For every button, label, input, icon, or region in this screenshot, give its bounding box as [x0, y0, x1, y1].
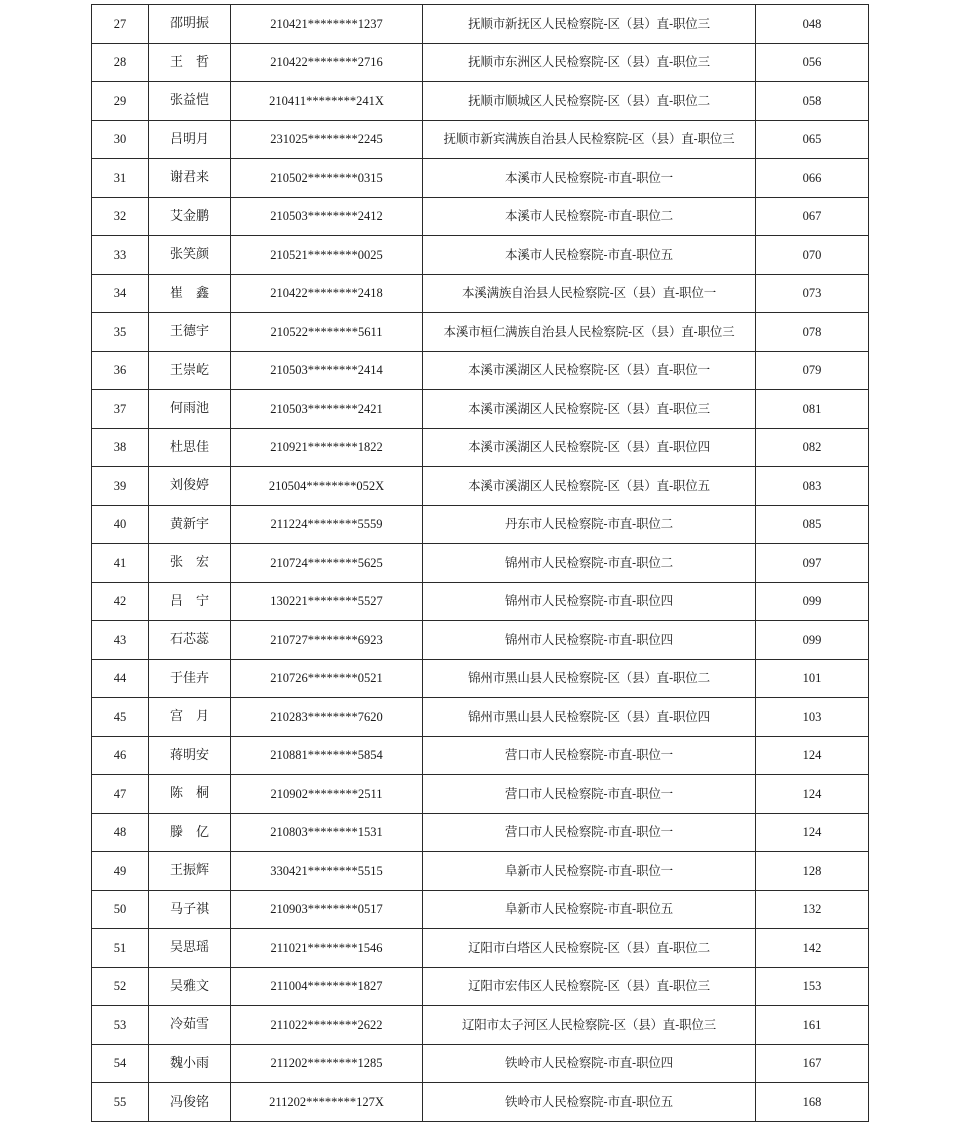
row-number-cell: 29 [92, 82, 149, 121]
name-cell: 宫 月 [149, 698, 231, 737]
table-row [92, 929, 869, 968]
id-number-cell: 210411********241X [231, 82, 423, 121]
position-code-cell: 099 [756, 582, 869, 621]
name-cell: 刘俊婷 [149, 467, 231, 506]
id-number-cell: 211004********1827 [231, 967, 423, 1006]
id-number-cell: 211022********2622 [231, 1006, 423, 1045]
name-cell: 艾金鹏 [149, 197, 231, 236]
name-cell: 石芯蕊 [149, 621, 231, 660]
position-code-cell: 132 [756, 890, 869, 929]
row-number-cell: 46 [92, 736, 149, 775]
id-number-cell: 210724********5625 [231, 544, 423, 583]
position-code-cell: 073 [756, 274, 869, 313]
position-code-cell: 048 [756, 5, 869, 44]
table-row [92, 120, 869, 159]
table-row [92, 82, 869, 121]
position-cell: 本溪市溪湖区人民检察院-区（县）直-职位一 [423, 351, 756, 390]
position-cell: 营口市人民检察院-市直-职位一 [423, 736, 756, 775]
id-number-cell: 210881********5854 [231, 736, 423, 775]
id-number-cell: 210726********0521 [231, 659, 423, 698]
id-number-cell: 211224********5559 [231, 505, 423, 544]
name-cell: 邵明振 [149, 5, 231, 44]
table-row [92, 236, 869, 275]
row-number-cell: 55 [92, 1083, 149, 1122]
table-row [92, 852, 869, 891]
name-cell: 王崇屹 [149, 351, 231, 390]
name-cell: 谢君来 [149, 159, 231, 198]
table-row [92, 313, 869, 352]
position-cell: 本溪市溪湖区人民检察院-区（县）直-职位三 [423, 390, 756, 429]
position-code-cell: 078 [756, 313, 869, 352]
position-code-cell: 079 [756, 351, 869, 390]
row-number-cell: 53 [92, 1006, 149, 1045]
position-cell: 营口市人民检察院-市直-职位一 [423, 813, 756, 852]
position-cell: 本溪市人民检察院-市直-职位一 [423, 159, 756, 198]
position-cell: 本溪市溪湖区人民检察院-区（县）直-职位五 [423, 467, 756, 506]
name-cell: 冯俊铭 [149, 1083, 231, 1122]
row-number-cell: 48 [92, 813, 149, 852]
row-number-cell: 45 [92, 698, 149, 737]
position-code-cell: 070 [756, 236, 869, 275]
id-number-cell: 210421********1237 [231, 5, 423, 44]
id-number-cell: 210902********2511 [231, 775, 423, 814]
table-row [92, 5, 869, 44]
row-number-cell: 54 [92, 1044, 149, 1083]
row-number-cell: 28 [92, 43, 149, 82]
name-cell: 吴雅文 [149, 967, 231, 1006]
row-number-cell: 40 [92, 505, 149, 544]
position-code-cell: 067 [756, 197, 869, 236]
position-cell: 抚顺市新宾满族自治县人民检察院-区（县）直-职位三 [423, 120, 756, 159]
table-row [92, 967, 869, 1006]
position-cell: 锦州市人民检察院-市直-职位四 [423, 621, 756, 660]
table-row [92, 390, 869, 429]
position-cell: 锦州市黑山县人民检察院-区（县）直-职位四 [423, 698, 756, 737]
row-number-cell: 32 [92, 197, 149, 236]
position-code-cell: 066 [756, 159, 869, 198]
position-cell: 锦州市人民检察院-市直-职位四 [423, 582, 756, 621]
table-row [92, 659, 869, 698]
row-number-cell: 43 [92, 621, 149, 660]
table-row [92, 505, 869, 544]
id-number-cell: 210522********5611 [231, 313, 423, 352]
table-row [92, 813, 869, 852]
id-number-cell: 210727********6923 [231, 621, 423, 660]
position-cell: 本溪市人民检察院-市直-职位五 [423, 236, 756, 275]
position-cell: 辽阳市宏伟区人民检察院-区（县）直-职位三 [423, 967, 756, 1006]
position-cell: 抚顺市顺城区人民检察院-区（县）直-职位二 [423, 82, 756, 121]
id-number-cell: 210503********2412 [231, 197, 423, 236]
row-number-cell: 27 [92, 5, 149, 44]
id-number-cell: 211202********127X [231, 1083, 423, 1122]
position-code-cell: 124 [756, 736, 869, 775]
name-cell: 王振辉 [149, 852, 231, 891]
name-cell: 杜思佳 [149, 428, 231, 467]
id-number-cell: 210502********0315 [231, 159, 423, 198]
row-number-cell: 52 [92, 967, 149, 1006]
name-cell: 马子祺 [149, 890, 231, 929]
table-row [92, 775, 869, 814]
name-cell: 魏小雨 [149, 1044, 231, 1083]
position-cell: 铁岭市人民检察院-市直-职位五 [423, 1083, 756, 1122]
position-cell: 本溪市桓仁满族自治县人民检察院-区（县）直-职位三 [423, 313, 756, 352]
position-cell: 抚顺市东洲区人民检察院-区（县）直-职位三 [423, 43, 756, 82]
name-cell: 冷茹雪 [149, 1006, 231, 1045]
position-cell: 抚顺市新抚区人民检察院-区（县）直-职位三 [423, 5, 756, 44]
id-number-cell: 210903********0517 [231, 890, 423, 929]
id-number-cell: 231025********2245 [231, 120, 423, 159]
id-number-cell: 210921********1822 [231, 428, 423, 467]
name-cell: 吕 宁 [149, 582, 231, 621]
position-cell: 丹东市人民检察院-市直-职位二 [423, 505, 756, 544]
position-code-cell: 168 [756, 1083, 869, 1122]
id-number-cell: 210503********2421 [231, 390, 423, 429]
table-row [92, 1083, 869, 1122]
name-cell: 张 宏 [149, 544, 231, 583]
position-cell: 锦州市人民检察院-市直-职位二 [423, 544, 756, 583]
name-cell: 崔 鑫 [149, 274, 231, 313]
position-cell: 本溪市人民检察院-市直-职位二 [423, 197, 756, 236]
position-code-cell: 065 [756, 120, 869, 159]
table-row [92, 428, 869, 467]
id-number-cell: 211021********1546 [231, 929, 423, 968]
id-number-cell: 210422********2716 [231, 43, 423, 82]
position-code-cell: 101 [756, 659, 869, 698]
table-row [92, 43, 869, 82]
table-row [92, 159, 869, 198]
table-row [92, 582, 869, 621]
name-cell: 何雨池 [149, 390, 231, 429]
position-code-cell: 081 [756, 390, 869, 429]
id-number-cell: 210283********7620 [231, 698, 423, 737]
table-row [92, 274, 869, 313]
row-number-cell: 47 [92, 775, 149, 814]
position-code-cell: 128 [756, 852, 869, 891]
position-code-cell: 097 [756, 544, 869, 583]
table-row [92, 890, 869, 929]
position-code-cell: 099 [756, 621, 869, 660]
position-code-cell: 153 [756, 967, 869, 1006]
name-cell: 陈 桐 [149, 775, 231, 814]
row-number-cell: 30 [92, 120, 149, 159]
roster-table-body [92, 5, 869, 1122]
position-code-cell: 103 [756, 698, 869, 737]
row-number-cell: 39 [92, 467, 149, 506]
table-row [92, 197, 869, 236]
row-number-cell: 42 [92, 582, 149, 621]
roster-table [91, 4, 869, 1122]
position-cell: 辽阳市白塔区人民检察院-区（县）直-职位二 [423, 929, 756, 968]
position-cell: 本溪市溪湖区人民检察院-区（县）直-职位四 [423, 428, 756, 467]
position-code-cell: 085 [756, 505, 869, 544]
table-row [92, 1044, 869, 1083]
name-cell: 张益恺 [149, 82, 231, 121]
table-row [92, 351, 869, 390]
row-number-cell: 36 [92, 351, 149, 390]
position-code-cell: 124 [756, 813, 869, 852]
name-cell: 黄新宇 [149, 505, 231, 544]
id-number-cell: 210422********2418 [231, 274, 423, 313]
position-cell: 阜新市人民检察院-市直-职位一 [423, 852, 756, 891]
table-row [92, 467, 869, 506]
row-number-cell: 33 [92, 236, 149, 275]
table-row [92, 544, 869, 583]
position-code-cell: 161 [756, 1006, 869, 1045]
name-cell: 张笑颜 [149, 236, 231, 275]
row-number-cell: 51 [92, 929, 149, 968]
table-row [92, 621, 869, 660]
id-number-cell: 210803********1531 [231, 813, 423, 852]
row-number-cell: 38 [92, 428, 149, 467]
name-cell: 于佳卉 [149, 659, 231, 698]
position-code-cell: 167 [756, 1044, 869, 1083]
position-code-cell: 058 [756, 82, 869, 121]
id-number-cell: 210521********0025 [231, 236, 423, 275]
id-number-cell: 210504********052X [231, 467, 423, 506]
name-cell: 滕 亿 [149, 813, 231, 852]
row-number-cell: 44 [92, 659, 149, 698]
position-cell: 本溪满族自治县人民检察院-区（县）直-职位一 [423, 274, 756, 313]
row-number-cell: 34 [92, 274, 149, 313]
name-cell: 王 哲 [149, 43, 231, 82]
table-row [92, 698, 869, 737]
name-cell: 吕明月 [149, 120, 231, 159]
position-code-cell: 056 [756, 43, 869, 82]
id-number-cell: 330421********5515 [231, 852, 423, 891]
row-number-cell: 49 [92, 852, 149, 891]
name-cell: 蒋明安 [149, 736, 231, 775]
id-number-cell: 130221********5527 [231, 582, 423, 621]
position-code-cell: 083 [756, 467, 869, 506]
row-number-cell: 31 [92, 159, 149, 198]
id-number-cell: 210503********2414 [231, 351, 423, 390]
position-cell: 锦州市黑山县人民检察院-区（县）直-职位二 [423, 659, 756, 698]
row-number-cell: 41 [92, 544, 149, 583]
row-number-cell: 35 [92, 313, 149, 352]
position-cell: 营口市人民检察院-市直-职位一 [423, 775, 756, 814]
position-cell: 铁岭市人民检察院-市直-职位四 [423, 1044, 756, 1083]
position-code-cell: 142 [756, 929, 869, 968]
row-number-cell: 37 [92, 390, 149, 429]
position-code-cell: 124 [756, 775, 869, 814]
position-cell: 阜新市人民检察院-市直-职位五 [423, 890, 756, 929]
position-cell: 辽阳市太子河区人民检察院-区（县）直-职位三 [423, 1006, 756, 1045]
name-cell: 吴思瑶 [149, 929, 231, 968]
table-row [92, 736, 869, 775]
id-number-cell: 211202********1285 [231, 1044, 423, 1083]
table-row [92, 1006, 869, 1045]
position-code-cell: 082 [756, 428, 869, 467]
row-number-cell: 50 [92, 890, 149, 929]
name-cell: 王德宇 [149, 313, 231, 352]
